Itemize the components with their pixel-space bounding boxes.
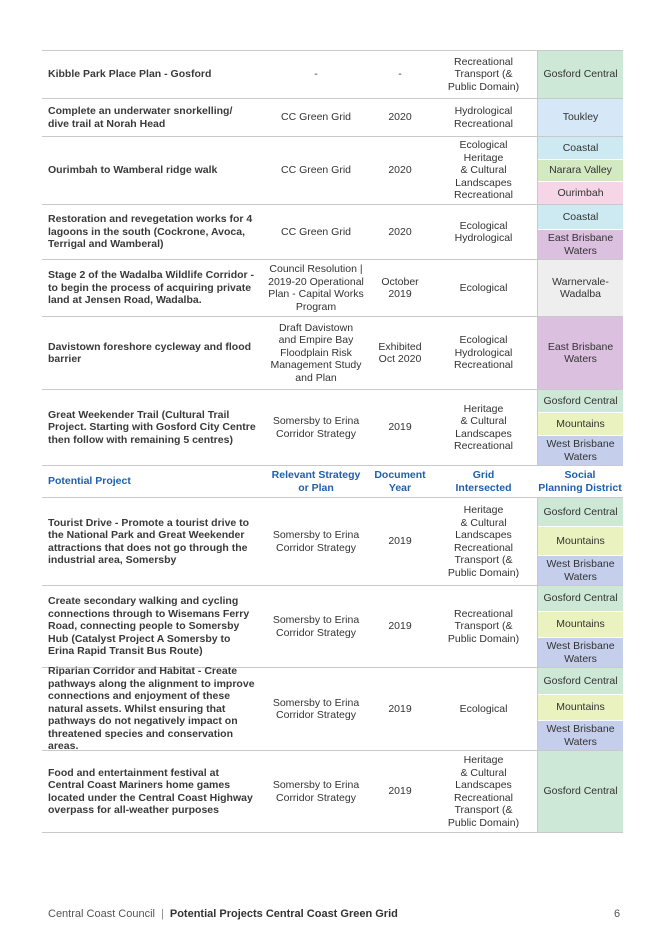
district-cell — [537, 317, 623, 389]
project-cell: Ourimbah to Wamberal ridge walk — [48, 164, 218, 177]
year-cell: 2019 — [388, 535, 412, 548]
year-cell: 2019 — [388, 785, 412, 798]
strategy-cell: CC Green Grid — [280, 225, 352, 238]
project-cell: Great Weekender Trail (Cultural Trail Project. Starting with Gosford City Centre then follow with remaining 5 centres) — [48, 408, 256, 446]
header-year: Document Year — [374, 469, 426, 494]
grid-cell: Ecological Hydrological — [454, 219, 513, 244]
grid-cell: Ecological — [459, 702, 508, 715]
district-cell — [537, 99, 623, 136]
strategy-cell: Somersby to Erina Corridor Strategy — [272, 529, 360, 554]
grid-cell: Recreational Transport (& Public Domain) — [447, 55, 520, 93]
project-cell: Complete an underwater snorkelling/ dive trail at Norah Head — [48, 105, 233, 130]
district-badge: Gosford Central — [538, 51, 623, 98]
year-cell: 2019 — [388, 421, 412, 434]
grid-cell: Ecological Heritage & Cultural Landscapes Recreational — [454, 139, 513, 202]
district-badge: Mountains — [538, 526, 623, 555]
project-cell: Davistown foreshore cycleway and flood barrier — [48, 340, 252, 365]
year-cell: Exhibited Oct 2020 — [378, 340, 422, 365]
table-row — [42, 136, 623, 204]
table-row — [42, 98, 623, 136]
project-table — [42, 50, 623, 833]
footer-title: Potential Projects Central Coast Green Grid — [169, 908, 398, 920]
strategy-cell: Somersby to Erina Corridor Strategy — [272, 614, 360, 639]
strategy-cell: Draft Davistown and Empire Bay Floodplain Risk Management Study and Plan — [270, 321, 362, 384]
district-badge: Toukley — [538, 99, 623, 136]
district-badge: Narara Valley — [538, 159, 623, 182]
district-cell — [537, 586, 623, 667]
strategy-cell: Somersby to Erina Corridor Strategy — [272, 696, 360, 721]
footer-org: Central Coast Council — [48, 908, 155, 920]
page-footer — [48, 908, 398, 920]
district-cell — [537, 51, 623, 98]
district-badge: Gosford Central — [538, 751, 623, 832]
grid-cell: Heritage & Cultural Landscapes Recreational Transport (& Public Domain) — [447, 504, 520, 579]
grid-cell: Ecological Hydrological Recreational — [454, 334, 513, 372]
district-badge: Gosford Central — [538, 668, 623, 694]
district-cell — [537, 205, 623, 259]
district-badge: East Brisbane Waters — [538, 229, 623, 259]
district-badge: Gosford Central — [538, 586, 623, 611]
strategy-cell: Council Resolution | 2019-20 Operational Plan - Capital Works Program — [268, 263, 364, 313]
table-row — [42, 389, 623, 465]
table-row — [42, 665, 623, 753]
table-row — [42, 259, 623, 316]
district-cell — [537, 390, 623, 465]
project-cell: Food and entertainment festival at Central Coast Mariners home games located under the Central Coast Highway overpass for all-weather purposes — [48, 766, 253, 816]
page-number: 6 — [614, 908, 621, 920]
district-badge: Mountains — [538, 611, 623, 637]
district-cell — [537, 137, 623, 204]
grid-cell: Ecological — [459, 281, 508, 294]
project-cell: Create secondary walking and cycling connections through to Wisemans Ferry Road, connecting people to Somersby Hub (Catalyst Project A Somersby to Erina Rapid Transit Bus Route) — [48, 595, 250, 658]
district-badge: Gosford Central — [538, 498, 623, 526]
year-cell: - — [398, 68, 402, 81]
strategy-cell: CC Green Grid — [280, 111, 352, 124]
district-badge: West Brisbane Waters — [538, 720, 623, 750]
grid-cell: Hydrological Recreational — [454, 105, 513, 130]
project-cell: Riparian Corridor and Habitat - Create pathways along the alignment to improve connections and enjoyment of these natural assets. Whilst ensuring that pathways do not negatively impact on threatened species and conservation areas. — [48, 665, 255, 753]
table-row — [42, 497, 623, 585]
district-cell — [537, 751, 623, 832]
year-cell: 2019 — [388, 702, 412, 715]
district-badge: Mountains — [538, 694, 623, 721]
project-cell: Restoration and revegetation works for 4 lagoons in the south (Cockrone, Avoca, Terrigal and Wamberal) — [48, 213, 253, 251]
header-strategy: Relevant Strategy or Plan — [271, 469, 361, 494]
table-row — [42, 316, 623, 389]
project-cell: Kibble Park Place Plan - Gosford — [48, 68, 212, 81]
strategy-cell: CC Green Grid — [280, 164, 352, 177]
project-cell: Tourist Drive - Promote a tourist drive to the National Park and Great Weekender attractions that does not go through the industrial area, Somersby — [48, 516, 250, 566]
table-header — [42, 465, 623, 497]
grid-cell: Heritage & Cultural Landscapes Recreational — [454, 402, 513, 452]
district-cell — [537, 668, 623, 750]
header-project: Potential Project — [48, 475, 131, 488]
year-cell: October 2019 — [381, 275, 419, 300]
project-cell: Stage 2 of the Wadalba Wildlife Corridor - to begin the process of acquiring private land at Jensen Road, Wadalba. — [48, 269, 255, 307]
district-badge: Coastal — [538, 205, 623, 229]
district-badge: West Brisbane Waters — [538, 637, 623, 667]
grid-cell: Heritage & Cultural Landscapes Recreational Transport (& Public Domain) — [447, 754, 520, 829]
footer-separator: | — [161, 908, 164, 920]
district-cell — [537, 260, 623, 316]
district-badge: Warnervale- Wadalba — [538, 260, 623, 316]
district-badge: West Brisbane Waters — [538, 435, 623, 465]
district-badge: Mountains — [538, 412, 623, 435]
district-badge: West Brisbane Waters — [538, 555, 623, 585]
grid-cell: Recreational Transport (& Public Domain) — [447, 607, 520, 645]
strategy-cell: Somersby to Erina Corridor Strategy — [272, 779, 360, 804]
district-badge: East Brisbane Waters — [538, 317, 623, 389]
year-cell: 2020 — [388, 164, 412, 177]
district-badge: Ourimbah — [538, 181, 623, 204]
header-grid: Grid Intersected — [455, 469, 512, 494]
year-cell: 2020 — [388, 225, 412, 238]
year-cell: 2020 — [388, 111, 412, 124]
district-badge: Gosford Central — [538, 390, 623, 412]
strategy-cell: - — [314, 68, 318, 81]
district-badge: Coastal — [538, 137, 623, 159]
table-row — [42, 50, 623, 98]
year-cell: 2019 — [388, 620, 412, 633]
table-row — [42, 750, 623, 833]
table-row — [42, 204, 623, 259]
district-cell — [537, 498, 623, 585]
strategy-cell: Somersby to Erina Corridor Strategy — [272, 415, 360, 440]
table-row — [42, 585, 623, 667]
header-district: Social Planning District — [538, 469, 622, 494]
